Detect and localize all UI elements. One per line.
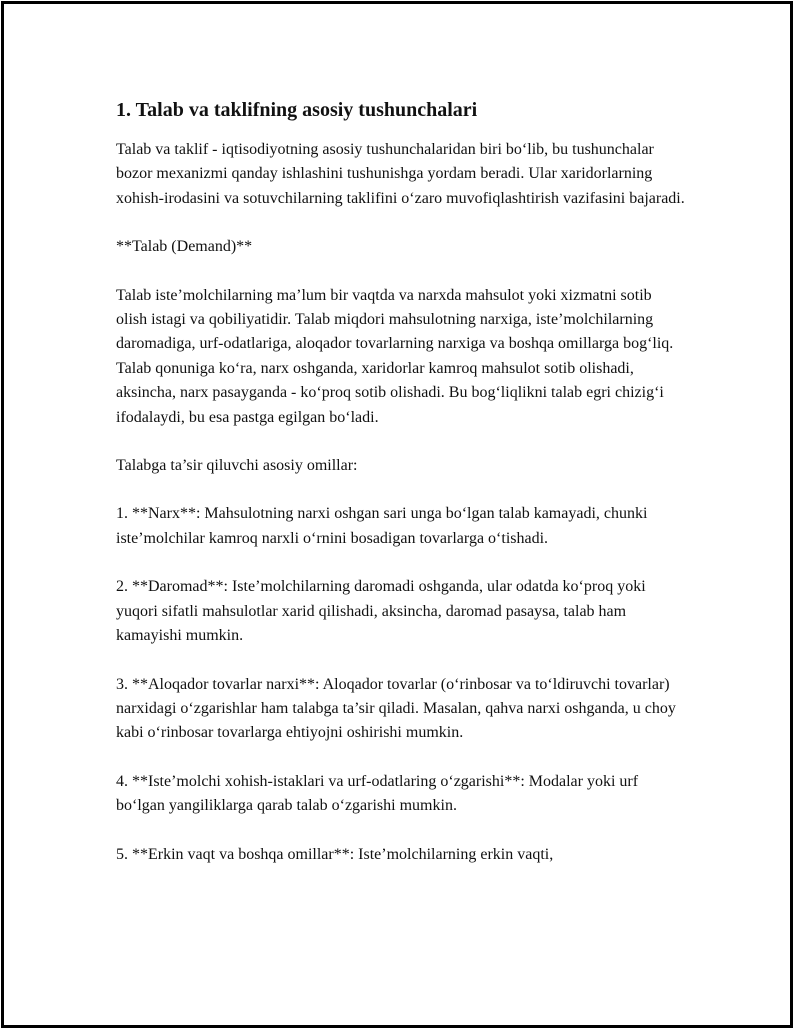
- intro-paragraph: Talab va taklif - iqtisodiyotning asosiy tushunchalaridan biri bo‘lib, bu tushunchalar bozor mexanizmi qanday ishlashini tushunishga yordam beradi. Ular xaridorlarning xohish-irodasini va sotuvchilarning taklifini o‘zaro muvofiqlashtirish vazifasini bajaradi.: [116, 141, 685, 207]
- demand-definition-paragraph: Talab iste’molchilarning ma’lum bir vaqtda va narxda mahsulot yoki xizmatni sotib olish istagi va qobiliyatidir. Talab miqdori mahsulotning narxiga, iste’molchilarning daromadiga, urf-odatlariga, aloqador tovarlarning narxiga va boshqa omillarga bog‘liq. Talab qonuniga ko‘ra, narx oshganda, xaridorlar kamroq mahsulot sotib olishadi, aksincha, narx pasayganda - ko‘proq sotib olishadi. Bu bog‘liqlikni talab egri chizig‘i ifodalaydi, bu esa pastga egilgan bo‘ladi.: [116, 286, 674, 426]
- section-heading: 1. Talab va taklifning asosiy tushunchalari: [116, 99, 478, 121]
- factor-item-preferences: 4. **Iste’molchi xohish-istaklari va urf-odatlaring o‘zgarishi**: Modalar yoki urf bo‘lgan yangiliklarga qarab talab o‘zgarishi mumkin.: [116, 772, 639, 815]
- factor-item-income: 2. **Daromad**: Iste’molchilarning daromadi oshganda, ular odatda ko‘proq yoki yuqori sifatli mahsulotlar xarid qilishadi, aksincha, daromad pasaysa, talab ham kamayishi mumkin.: [116, 578, 646, 645]
- factors-intro: Talabga ta’sir qiluvchi asosiy omillar:: [116, 457, 358, 475]
- demand-subheading: **Talab (Demand)**: [116, 238, 253, 256]
- document-body: [116, 88, 686, 891]
- factor-item-price: 1. **Narx**: Mahsulotning narxi oshgan sari unga bo‘lgan talab kamayadi, chunki iste’molchilar kamroq narxli o‘rnini bosadigan tovarlarga o‘tishadi.: [116, 505, 648, 547]
- factor-item-free-time: 5. **Erkin vaqt va boshqa omillar**: Iste’molchilarning erkin vaqti,: [116, 845, 554, 863]
- factor-item-related-goods: 3. **Aloqador tovarlar narxi**: Aloqador tovarlar (o‘rinbosar va to‘ldiruvchi tovarlar) narxidagi o‘zgarishlar ham talabga ta’sir qiladi. Masalan, qahva narxi oshganda, u choy kabi o‘rinbosar tovarlarga ehtiyojni oshirishi mumkin.: [116, 675, 676, 742]
